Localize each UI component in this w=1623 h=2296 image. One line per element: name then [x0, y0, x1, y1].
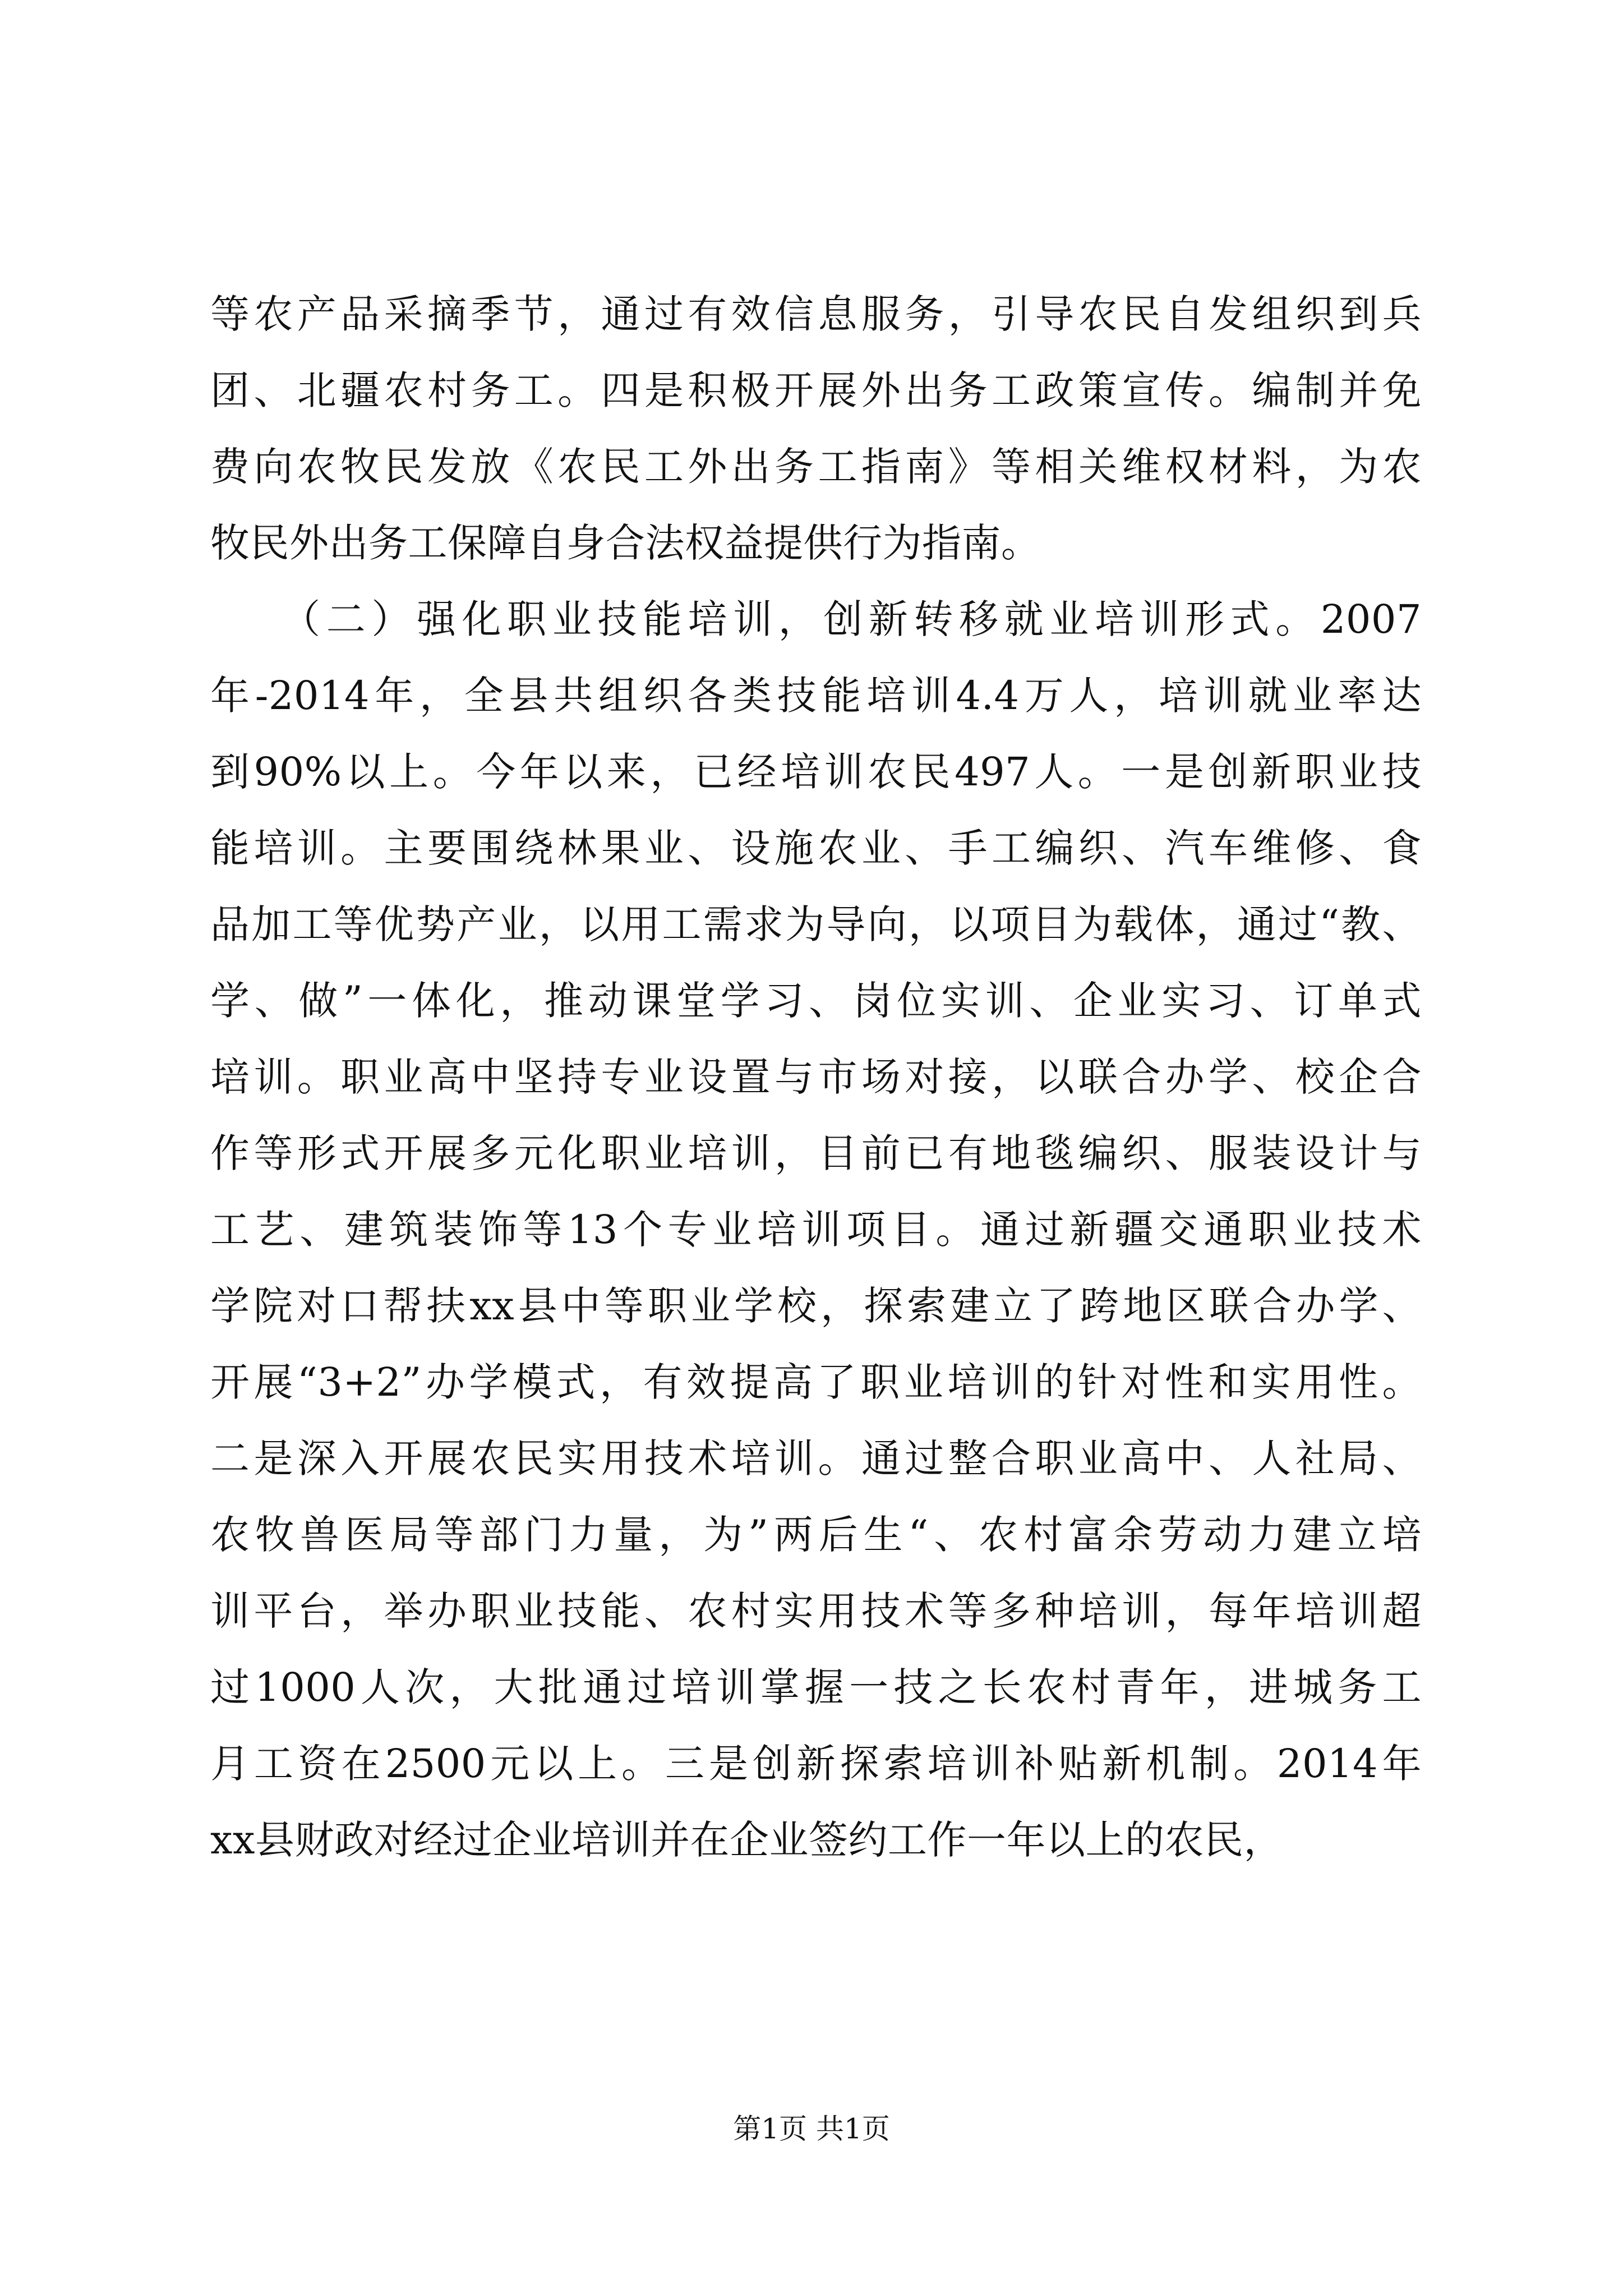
page-footer: 第1页 共1页 — [733, 2113, 890, 2145]
text-line: （二）强化职业技能培训，创新转移就业培训形式。2007 — [210, 596, 1422, 642]
text-line: 年-2014年，全县共组织各类技能培训4.4万人，培训就业率达 — [210, 673, 1422, 719]
text-line: xx县财政对经过企业培训并在企业签约工作一年以上的农民， — [210, 1817, 1283, 1863]
text-line: 等农产品采摘季节，通过有效信息服务，引导农民自发组织到兵 — [210, 291, 1422, 337]
text-line: 能培训。主要围绕林果业、设施农业、手工编织、汽车维修、食 — [210, 825, 1422, 871]
text-line: 培训。职业高中坚持专业设置与市场对接，以联合办学、校企合 — [210, 1054, 1422, 1100]
text-line: 开展“3+2”办学模式，有效提高了职业培训的针对性和实用性。 — [210, 1359, 1422, 1405]
text-line: 学、做”一体化，推动课堂学习、岗位实训、企业实习、订单式 — [210, 978, 1422, 1024]
text-line: 到90%以上。今年以来，已经培训农民497人。一是创新职业技 — [210, 749, 1422, 795]
text-line: 牧民外出务工保障自身合法权益提供行为指南。 — [210, 520, 1041, 566]
text-line: 训平台，举办职业技能、农村实用技术等多种培训，每年培训超 — [210, 1588, 1422, 1634]
text-line: 费向农牧民发放《农民工外出务工指南》等相关维权材料，为农 — [210, 444, 1422, 490]
text-line: 农牧兽医局等部门力量，为”两后生“、农村富余劳动力建立培 — [210, 1512, 1422, 1558]
text-line: 工艺、建筑装饰等13个专业培训项目。通过新疆交通职业技术 — [210, 1207, 1422, 1253]
text-line: 团、北疆农村务工。四是积极开展外出务工政策宣传。编制并免 — [210, 367, 1422, 413]
text-line: 学院对口帮扶xx县中等职业学校，探索建立了跨地区联合办学、 — [210, 1283, 1422, 1329]
text-line: 作等形式开展多元化职业培训，目前已有地毯编织、服装设计与 — [210, 1130, 1422, 1176]
text-line: 二是深入开展农民实用技术培训。通过整合职业高中、人社局、 — [210, 1435, 1422, 1481]
text-line: 品加工等优势产业，以用工需求为导向，以项目为载体，通过“教、 — [210, 901, 1422, 947]
text-line: 月工资在2500元以上。三是创新探索培训补贴新机制。2014年 — [210, 1741, 1422, 1787]
text-line: 过1000人次，大批通过培训掌握一技之长农村青年，进城务工 — [210, 1664, 1422, 1710]
